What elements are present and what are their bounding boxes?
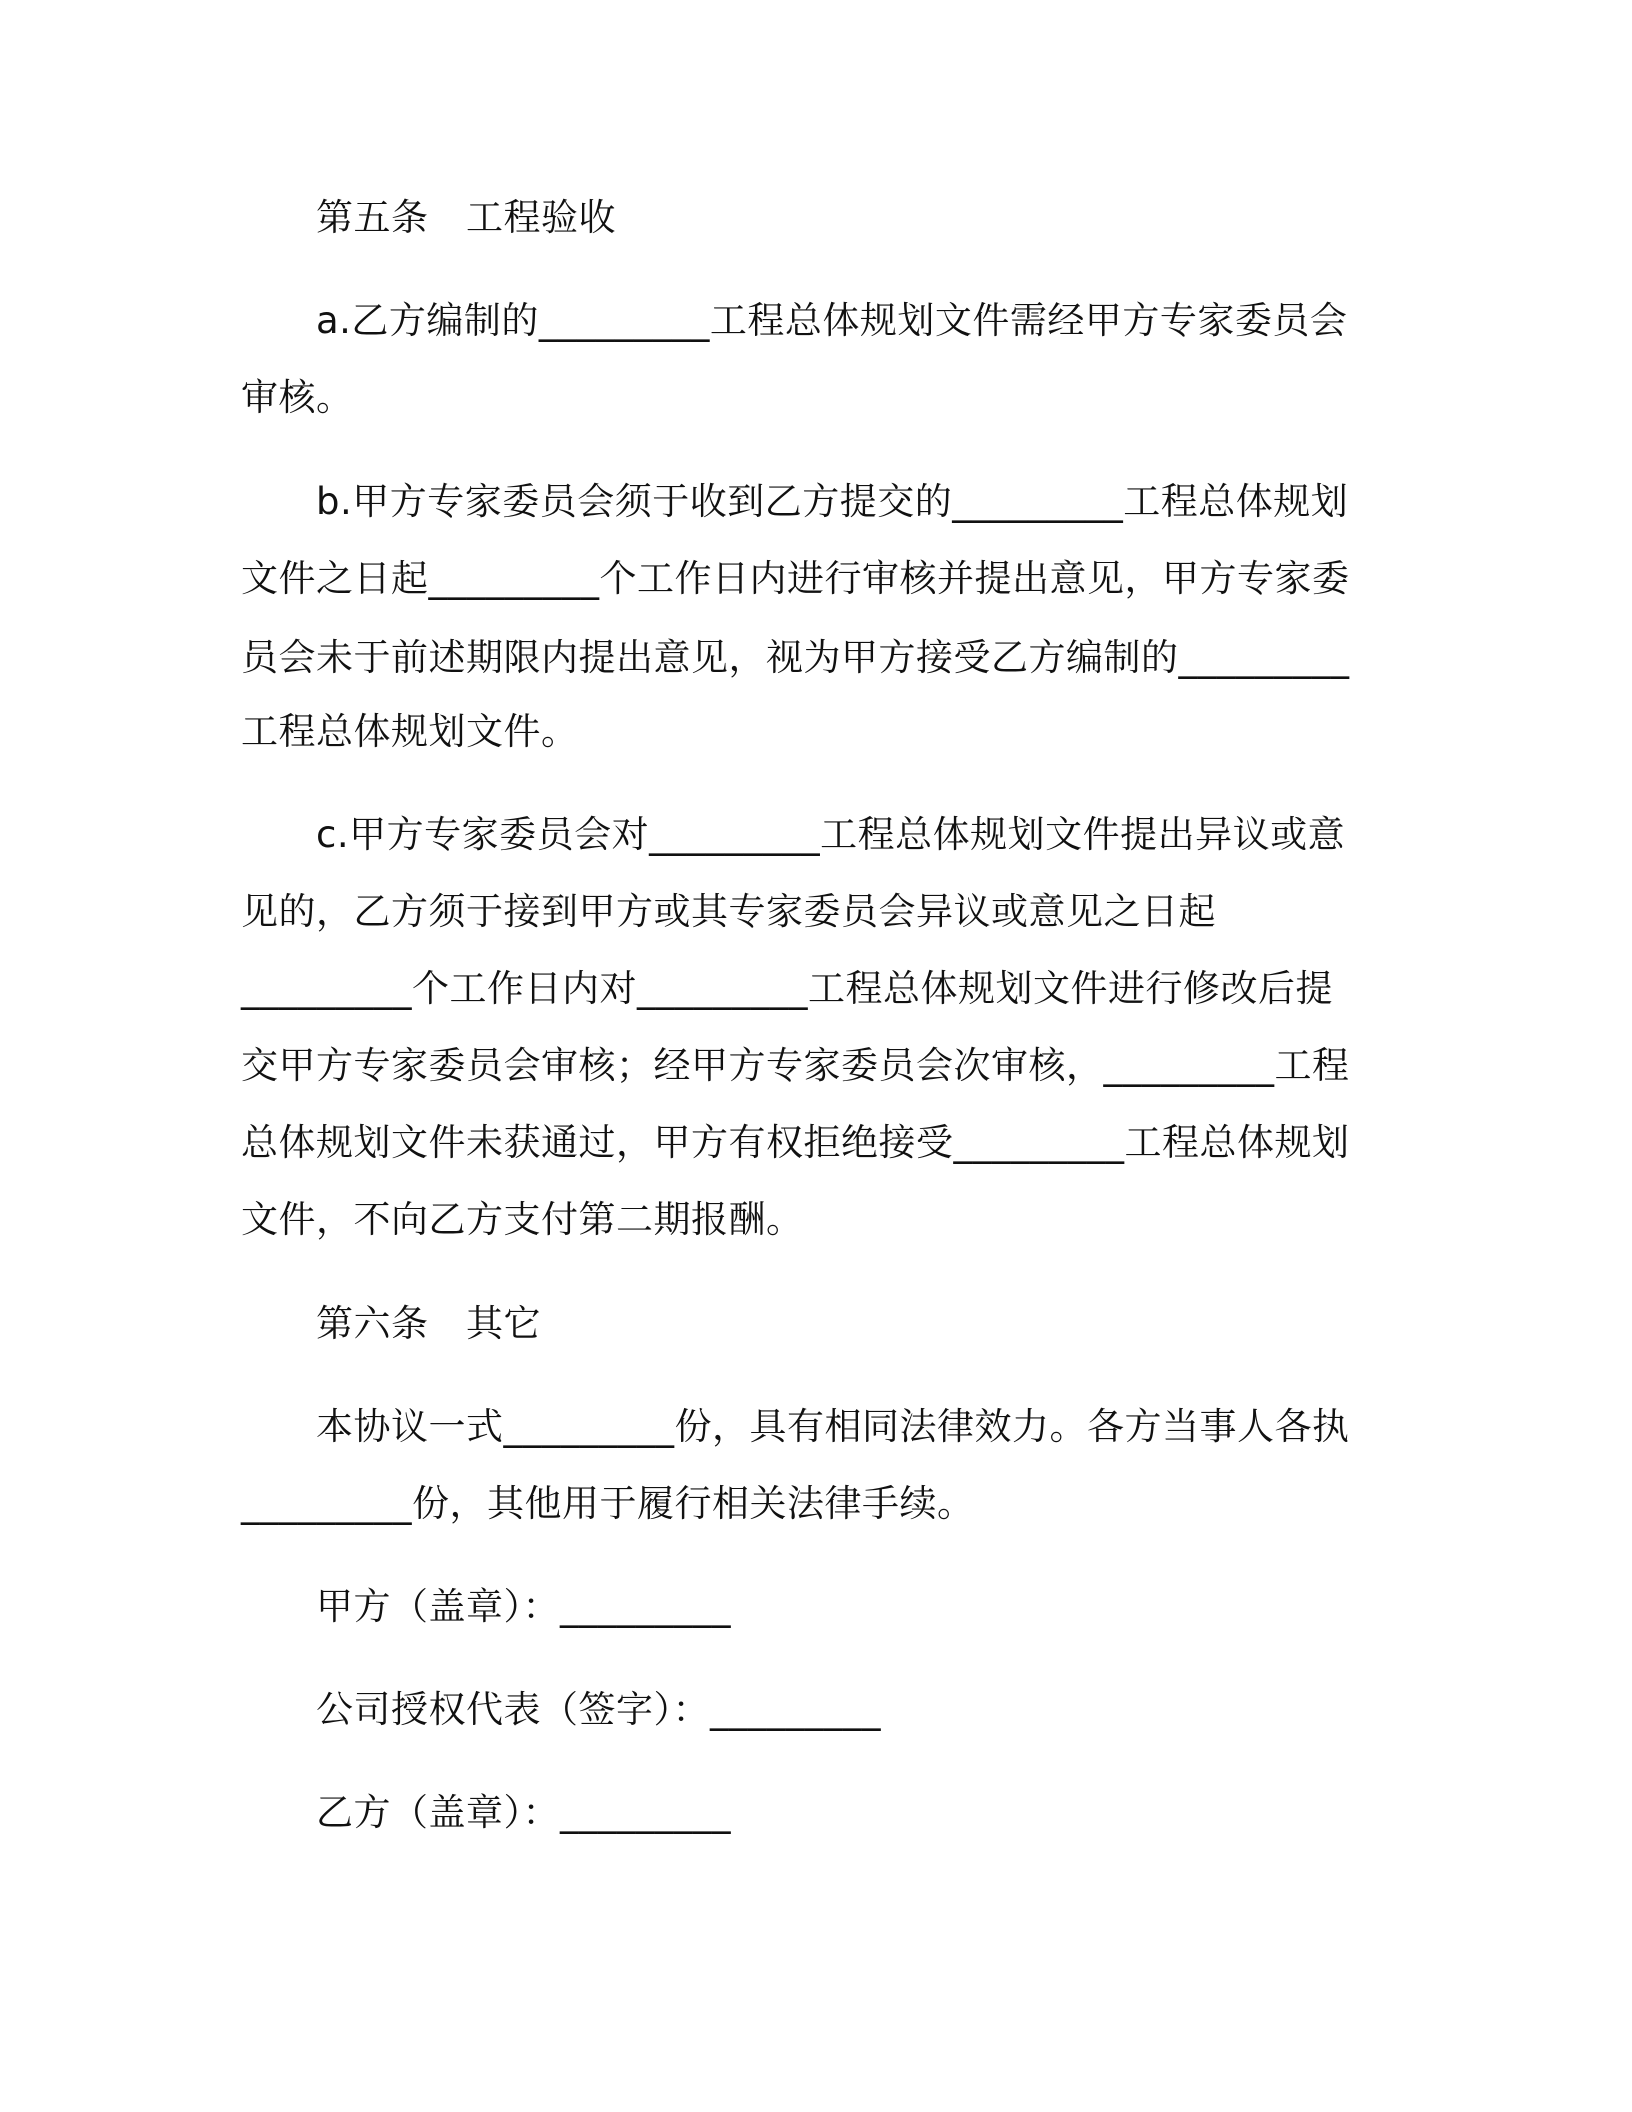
clause-c-line-2: 见的，乙方须于接到甲方或其专家委员会异议或意见之日起 [241,890,1216,933]
clause-c-line-5: 总体规划文件未获通过，甲方有权拒绝接受_________工程总体规划 [241,1121,1350,1164]
representative-signature-line: 公司授权代表（签字）：_________ [316,1688,881,1731]
clause-a-line-2: 审核。 [241,376,354,419]
clause-a-line-1: a.乙方编制的_________工程总体规划文件需经甲方专家委员会 [316,299,1348,342]
clause-c-line-3: _________个工作日内对_________工程总体规划文件进行修改后提 [241,967,1333,1010]
clause-b-line-3: 员会未于前述期限内提出意见，视为甲方接受乙方编制的_________ [241,636,1350,679]
clause-c-line-4: 交甲方专家委员会审核；经甲方专家委员会次审核，_________工程 [241,1044,1350,1087]
clause-b-line-1: b.甲方专家委员会须于收到乙方提交的_________工程总体规划 [316,480,1349,523]
clause-b-line-4: 工程总体规划文件。 [241,710,579,753]
party-a-seal-line: 甲方（盖章）：_________ [316,1585,731,1628]
clause-c-line-6: 文件，不向乙方支付第二期报酬。 [241,1198,804,1241]
clause-c-line-1: c.甲方专家委员会对_________工程总体规划文件提出异议或意 [316,813,1346,856]
party-b-seal-line: 乙方（盖章）：_________ [316,1791,731,1834]
section-6-line-1: 本协议一式_________份，具有相同法律效力。各方当事人各执 [316,1405,1350,1448]
section-6-line-2: _________份，其他用于履行相关法律手续。 [241,1482,975,1525]
clause-b-line-2: 文件之日起_________个工作日内进行审核并提出意见，甲方专家委 [241,557,1350,600]
section-6-heading: 第六条 其它 [316,1302,541,1345]
section-5-heading: 第五条 工程验收 [316,196,616,239]
